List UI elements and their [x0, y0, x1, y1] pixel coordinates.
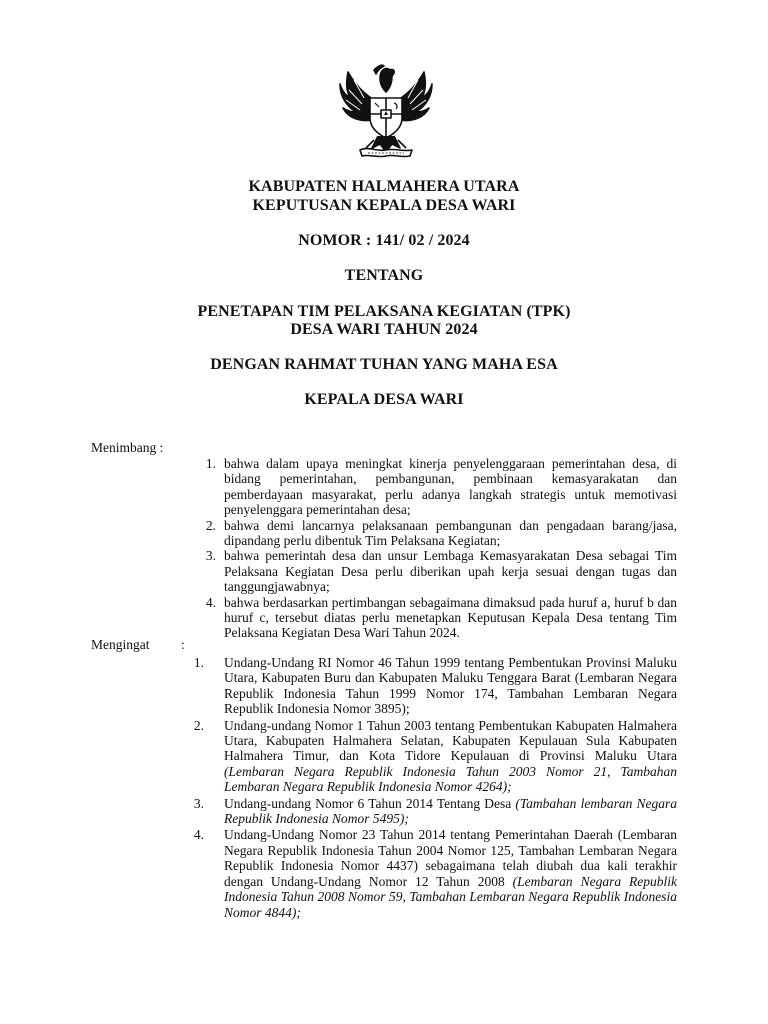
menimbang-item-number: 2. — [205, 517, 216, 533]
mengingat-item — [193, 827, 677, 920]
mengingat-item-citation: (Tambahan lembaran Negara Republik Indonesia Nomor 5495); — [224, 795, 677, 827]
menimbang-item-number: 3. — [205, 548, 216, 564]
menimbang-item-number: 4. — [205, 594, 216, 610]
mengingat-item-text — [224, 796, 677, 827]
mengingat-item-body: Undang-undang Nomor 6 Tahun 2014 Tentang Desa — [224, 795, 516, 811]
menimbang-list — [205, 456, 677, 641]
mengingat-colon: : — [181, 637, 185, 652]
menimbang-item-text — [224, 595, 677, 641]
garuda-emblem-icon — [334, 60, 438, 160]
mengingat-item — [193, 795, 677, 827]
menimbang-item — [205, 517, 677, 549]
mengingat-list — [193, 655, 677, 920]
mengingat-item-body: Undang-Undang Nomor 23 Tahun 2014 tentang Pemerintahan Daerah (Lembaran Negara Republik Indonesia Tahun 2004 Nomor 125, Tambahan Lembaran Negara Republik Indonesia Nomor 4437) sebagaimana telah diubah dua kali terakhir dengan Undang-Undang Nomor 12 Tahun 2008 — [224, 827, 677, 889]
mengingat-item-body: Undang-undang Nomor 1 Tahun 2003 tentang Pembentukan Kabupaten Halmahera Utara, Kabupaten Halmahera Selatan, Kabupaten Kepulauan Sula Kabupaten Halmahera Timur, dan Kota Tidore Kepulauan di Provinsi Maluku Utara — [224, 717, 677, 764]
menimbang-item — [205, 548, 677, 595]
menimbang-item-body: bahwa berdasarkan pertimbangan sebagaimana dimaksud pada huruf a, huruf b dan huruf c, tersebut diatas perlu menetapkan Keputusan Kepala Desa tentang Tim Pelaksana Kegiatan Desa Wari Tahun 2024. — [224, 594, 677, 641]
mengingat-item-number: 1. — [193, 655, 204, 670]
menimbang-item-text — [224, 518, 677, 549]
subject-line-2: DESA WARI TAHUN 2024 — [290, 321, 478, 338]
menimbang-item-text — [224, 456, 677, 518]
mengingat-item-number: 4. — [193, 827, 204, 843]
menimbang-item-body: bahwa dalam upaya meningkat kinerja penyelenggaraan pemerintahan desa, di bidang pemerintahan, pembangunan, pembinaan kemasyarakatan dan pemberdayaan masyarakat, perlu adanya langkah strategis untuk memotivasi penyelenggara pemerintahan desa; — [224, 456, 677, 518]
decree-number: NOMOR : 141/ 02 / 2024 — [298, 232, 470, 249]
mengingat-item-citation: (Lembaran Negara Republik Indonesia Tahun 2008 Nomor 59, Tambahan Lembaran Negara Republik Indonesia Nomor 4844); — [224, 873, 677, 920]
garuda-emblem-graphic — [334, 60, 438, 160]
decree-title: KEPUTUSAN KEPALA DESA WARI — [252, 197, 516, 214]
mengingat-item — [193, 655, 677, 717]
menimbang-item — [205, 594, 677, 641]
mengingat-label — [91, 637, 185, 653]
mengingat-item — [193, 717, 677, 795]
about-heading: TENTANG — [344, 267, 424, 284]
menimbang-item-number: 1. — [205, 456, 216, 471]
mengingat-item-number: 3. — [193, 795, 204, 811]
issuer-heading: KEPALA DESA WARI — [304, 391, 464, 408]
menimbang-item-body: bahwa demi lancarnya pelaksanaan pembangunan dan pengadaan barang/jasa, dipandang perlu dibentuk Tim Pelaksana Kegiatan; — [224, 517, 677, 549]
mengingat-item-number: 2. — [193, 717, 204, 733]
mengingat-item-body: Undang-Undang RI Nomor 46 Tahun 1999 tentang Pembentukan Provinsi Maluku Utara, Kabupaten Buru dan Kabupaten Maluku Tenggara Barat (Lembaran Negara Republik Indonesia Tahun 1999 Nomor 174, Tambahan Lembaran Negara Republik Indonesia Nomor 3895); — [224, 655, 677, 717]
mengingat-item-text — [224, 718, 677, 795]
mengingat-item-citation: (Lembaran Negara Republik Indonesia Tahun 2003 Nomor 21, Tambahan Lembaran Negara Republik Indonesia Nomor 4264); — [224, 763, 677, 795]
menimbang-item — [205, 456, 677, 518]
mengingat-item-text — [224, 827, 677, 919]
regency-heading: KABUPATEN HALMAHERA UTARA — [248, 178, 520, 195]
invocation-heading: DENGAN RAHMAT TUHAN YANG MAHA ESA — [210, 356, 558, 373]
mengingat-label-text: Mengingat — [91, 637, 150, 652]
mengingat-item-text — [224, 655, 677, 717]
menimbang-item-body: bahwa pemerintah desa dan unsur Lembaga Kemasyarakatan Desa sebagai Tim Pelaksana Kegiatan Desa perlu diberikan upah kerja sesuai dengan tugas dan tanggungjawabnya; — [224, 548, 677, 595]
menimbang-label: Menimbang : — [91, 440, 164, 455]
subject-line-1: PENETAPAN TIM PELAKSANA KEGIATAN (TPK) — [197, 303, 571, 320]
menimbang-item-text — [224, 548, 677, 594]
